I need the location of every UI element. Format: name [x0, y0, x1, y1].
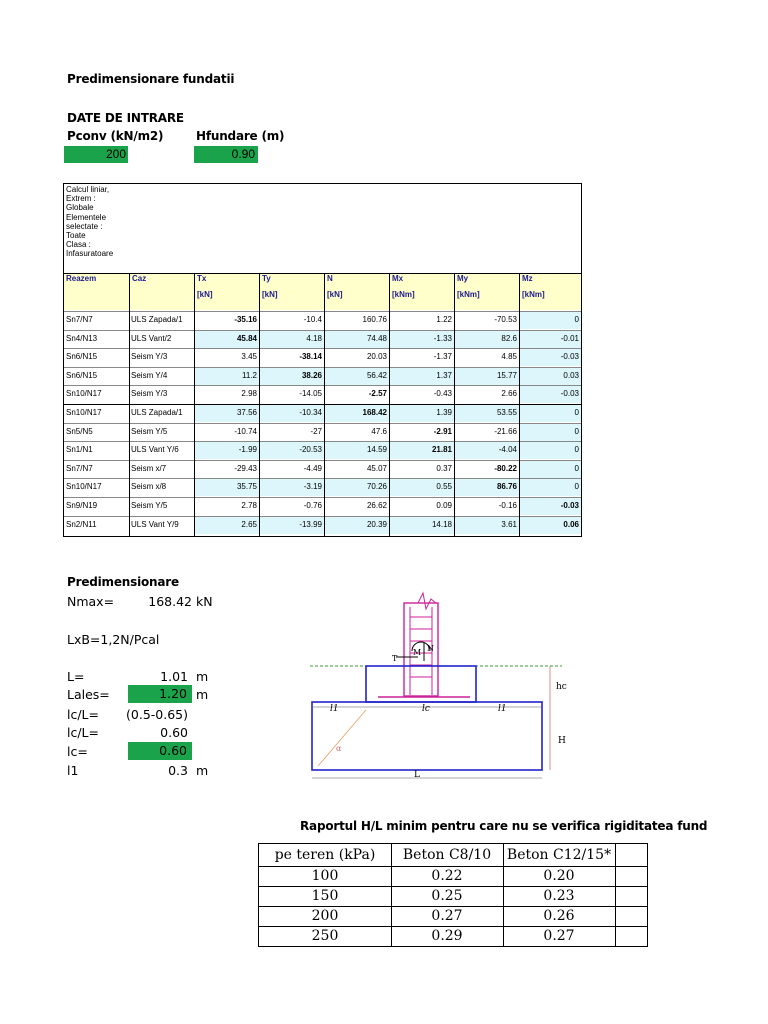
table-cell: -14.05	[299, 389, 322, 399]
table-cell: 0	[519, 460, 581, 478]
table-rule	[64, 330, 581, 331]
table-cell: 15.77	[454, 367, 519, 385]
nmax-value: 168.42	[148, 594, 192, 609]
table-col-rule	[259, 274, 260, 536]
pconv-label: Pconv (kN/m2)	[67, 129, 164, 143]
table-cell: Sn10/N17	[66, 389, 102, 399]
header-unit: [kN]	[327, 290, 343, 299]
table-cell: -0.43	[433, 389, 452, 399]
label-l1-left: l1	[330, 704, 339, 714]
table-col-rule	[129, 274, 130, 536]
table-cell: ULS Zapada/1	[131, 315, 183, 324]
table-col-rule	[389, 274, 390, 536]
note-line: Toate	[66, 231, 86, 241]
table-note	[66, 185, 126, 259]
table-cell: 74.48	[324, 330, 389, 348]
hl-cell: 200	[311, 908, 339, 924]
table-cell: -0.76	[303, 501, 322, 510]
table-cell: Sn6/N15	[66, 370, 98, 380]
table-cell: -29.43	[234, 463, 257, 473]
table-cell: -0.03	[519, 348, 581, 366]
table-cell: Seism Y/5	[131, 501, 168, 510]
table-cell: -1.33	[389, 330, 454, 348]
table-cell: 1.37	[389, 367, 454, 385]
label-l1-right: l1	[498, 704, 507, 714]
table-cell: Sn9/N19	[66, 501, 98, 510]
hl-cell: 0.22	[431, 868, 463, 884]
table-cell: 20.03	[366, 352, 387, 362]
table-cell: -21.66	[494, 426, 517, 436]
header-label: Reazem	[66, 274, 97, 283]
table-cell: -0.03	[519, 385, 581, 403]
table-col-rule	[454, 274, 455, 536]
table-cell: 37.56	[194, 404, 259, 422]
hl-cell: 100	[311, 868, 339, 884]
table-cell: Sn4/N13	[66, 333, 98, 343]
table-cell: -4.49	[303, 463, 322, 473]
table-cell: -0.01	[519, 330, 581, 348]
table-rule	[64, 311, 581, 312]
table-row	[64, 441, 581, 459]
table-cell: -80.22	[494, 463, 517, 473]
table-row	[64, 423, 581, 441]
table-cell: -27	[310, 426, 322, 436]
header-label: Mx	[392, 274, 404, 283]
table-cell: 70.26	[324, 478, 389, 496]
hl-cell: 0.27	[431, 908, 463, 924]
table-cell: 0.37	[436, 463, 452, 473]
table-cell: -0.16	[498, 501, 517, 510]
table-cell: 0	[519, 423, 581, 441]
table-cell: 1.22	[436, 315, 452, 324]
table-cell: Seism Y/5	[131, 426, 168, 436]
label-L: L	[414, 770, 420, 780]
header-unit: [kN]	[197, 290, 213, 299]
table-cell: 47.6	[371, 426, 387, 436]
table-cell: 0	[519, 404, 581, 422]
note-line: Clasa :	[66, 240, 91, 250]
table-cell: Sn1/N1	[66, 445, 93, 455]
table-cell: Seism Y/4	[131, 370, 168, 380]
table-cell: Sn7/N7	[66, 463, 93, 473]
table-cell: -1.37	[433, 352, 452, 362]
table-header-cell	[194, 273, 259, 310]
table-cell: Seism x/8	[131, 482, 167, 492]
note-line: Infasuratoare	[66, 249, 114, 259]
table-cell: -10.74	[234, 426, 257, 436]
table-cell: 0.09	[436, 501, 452, 510]
table-cell: Sn10/N17	[66, 482, 102, 492]
hl-cell: 0.25	[431, 888, 463, 904]
table-cell: ULS Vant/2	[131, 333, 172, 343]
table-cell: Sn5/N5	[66, 426, 93, 436]
hfundare-label: Hfundare (m)	[196, 129, 285, 143]
lcL-label: lc/L=	[67, 707, 99, 722]
table-rule	[64, 516, 581, 517]
table-rule	[64, 497, 581, 498]
table-cell: Sn2/N11	[66, 519, 97, 529]
table-row	[64, 497, 581, 515]
table-rule	[64, 441, 581, 442]
table-cell: 0	[519, 441, 581, 459]
table-cell: 160.76	[362, 315, 387, 324]
label-T: T	[392, 654, 398, 663]
hl-col-divider	[391, 844, 392, 946]
predim-heading: Predimensionare	[67, 575, 179, 589]
table-rule	[64, 348, 581, 349]
table-cell: 4.85	[501, 352, 517, 362]
hl-cell: 0.29	[431, 928, 463, 944]
table-col-rule	[194, 274, 195, 536]
label-N: N	[427, 644, 434, 653]
table-rule	[64, 273, 581, 274]
label-lc: lc	[422, 704, 430, 714]
table-cell: 20.39	[324, 516, 389, 534]
table-header-cell	[259, 273, 324, 310]
table-row	[64, 460, 581, 478]
table-cell: 0.03	[519, 367, 581, 385]
table-row	[64, 478, 581, 496]
table-cell: 0	[519, 311, 581, 329]
table-cell: 26.62	[366, 501, 387, 510]
note-line: Calcul liniar,	[66, 185, 110, 194]
table-row	[64, 404, 581, 422]
header-unit: [kNm]	[522, 290, 545, 299]
table-cell: 14.59	[324, 441, 389, 459]
table-row	[64, 516, 581, 534]
nmax-unit: kN	[196, 594, 213, 609]
hl-cell: 0.26	[543, 908, 575, 924]
table-header-cell	[324, 273, 389, 310]
table-rule	[64, 460, 581, 461]
hl-cell: 150	[311, 888, 339, 904]
header-label: Tx	[197, 274, 207, 283]
Lales-value-cell[interactable]: 1.20	[128, 685, 192, 703]
note-line: Globale	[66, 203, 94, 213]
l1-label: l1	[67, 763, 79, 778]
table-cell: -3.19	[259, 478, 324, 496]
table-cell: -38.14	[299, 352, 322, 362]
header-label: My	[457, 274, 469, 283]
table-cell: Seism x/7	[131, 463, 167, 473]
table-col-rule	[519, 274, 520, 536]
label-alpha: α	[336, 744, 342, 753]
table-header-cell	[389, 273, 454, 310]
table-cell: -4.04	[454, 441, 519, 459]
table-cell: -20.53	[259, 441, 324, 459]
hl-header-cell: pe teren (kPa)	[274, 847, 376, 863]
page-title: Predimensionare fundatii	[67, 72, 235, 86]
note-line: Extrem :	[66, 194, 96, 204]
table-cell: -10.4	[303, 315, 322, 324]
table-cell: -35.16	[234, 315, 257, 324]
table-cell: 14.18	[389, 516, 454, 534]
hl-row-divider	[259, 926, 647, 927]
header-unit: [kN]	[262, 290, 278, 299]
table-cell: 0.06	[519, 516, 581, 534]
table-cell: -1.99	[194, 441, 259, 459]
header-label: Mz	[522, 274, 533, 283]
table-cell: 11.2	[194, 367, 259, 385]
L-unit: m	[196, 669, 209, 684]
table-rule	[64, 478, 581, 479]
table-cell: ULS Vant Y/9	[131, 519, 179, 529]
table-row	[64, 385, 581, 403]
lcL2-value: 0.60	[160, 725, 188, 740]
hl-cell: 0.23	[543, 888, 575, 904]
table-cell: 168.42	[324, 404, 389, 422]
l1-value: 0.3	[168, 763, 188, 778]
table-cell: 4.18	[259, 330, 324, 348]
table-header-cell	[64, 273, 129, 310]
hl-row-divider	[259, 886, 647, 887]
table-rule	[64, 385, 581, 386]
table-cell: 0	[519, 478, 581, 496]
lcL-range: (0.5-0.65)	[126, 707, 188, 722]
lc-label: lc=	[67, 744, 88, 759]
hl-table	[258, 843, 648, 947]
table-rule	[64, 367, 581, 368]
label-M: M	[413, 648, 422, 657]
table-cell: 82.6	[454, 330, 519, 348]
hl-cell: 0.20	[543, 868, 575, 884]
hl-cell: 0.27	[543, 928, 575, 944]
table-cell: -70.53	[494, 315, 517, 324]
table-header-cell	[519, 273, 581, 310]
L-value: 1.01	[160, 669, 188, 684]
table-cell: 2.98	[241, 389, 257, 399]
hl-header-cell: Beton C8/10	[402, 847, 492, 863]
table-cell: Sn10/N17	[66, 408, 102, 417]
table-row	[64, 367, 581, 385]
table-cell: Seism Y/3	[131, 389, 168, 399]
lc-value-cell[interactable]: 0.60	[128, 742, 192, 760]
table-cell: 35.75	[194, 478, 259, 496]
table-cell: -0.03	[519, 497, 581, 515]
table-cell: Seism Y/3	[131, 352, 168, 362]
header-unit: [kNm]	[392, 290, 415, 299]
table-header-cell	[454, 273, 519, 310]
table-cell: 0.55	[389, 478, 454, 496]
hl-col-divider	[503, 844, 504, 946]
formula-text: LxB=1,2N/Pcal	[67, 632, 160, 647]
table-cell: 56.42	[324, 367, 389, 385]
pconv-value-cell[interactable]: 200	[64, 146, 128, 163]
table-cell: ULS Zapada/1	[131, 408, 183, 417]
table-cell: 86.76	[454, 478, 519, 496]
hl-header-cell: Beton C12/15*	[506, 847, 612, 863]
table-cell: 2.78	[241, 501, 257, 510]
break-line	[418, 593, 436, 609]
Lales-unit: m	[196, 687, 209, 702]
table-cell: 45.84	[194, 330, 259, 348]
label-H: H	[558, 736, 566, 746]
header-label: Ty	[262, 274, 271, 283]
table-row	[64, 348, 581, 366]
table-rule	[64, 423, 581, 424]
inputs-heading: DATE DE INTRARE	[67, 111, 184, 125]
hl-cell: 250	[311, 928, 339, 944]
label-hc: hc	[556, 682, 567, 692]
header-unit: [kNm]	[457, 290, 480, 299]
table-cell: 21.81	[389, 441, 454, 459]
table-cell: 53.55	[454, 404, 519, 422]
hl-col-divider	[615, 844, 616, 946]
forces-table	[63, 183, 582, 537]
hfundare-value-cell[interactable]: 0.90	[194, 146, 258, 163]
table-cell: Sn6/N15	[66, 352, 98, 362]
table-cell: -13.99	[259, 516, 324, 534]
table-cell: 38.26	[259, 367, 324, 385]
table-header-cell	[129, 273, 194, 310]
l1-unit: m	[196, 763, 209, 778]
table-cell: Sn7/N7	[66, 315, 93, 324]
pressure-line	[318, 710, 366, 766]
table-cell: -10.34	[259, 404, 324, 422]
hl-row-divider	[259, 866, 647, 867]
table-cell: -2.91	[433, 426, 452, 436]
table-col-rule	[324, 274, 325, 536]
hl-row-divider	[259, 906, 647, 907]
table-cell: 2.65	[194, 516, 259, 534]
table-rule	[64, 404, 581, 405]
foundation-diagram	[300, 585, 570, 785]
note-line: Elementele	[66, 212, 107, 222]
table-cell: 2.66	[501, 389, 517, 399]
table-cell: 1.39	[389, 404, 454, 422]
table-row	[64, 311, 581, 329]
nmax-label: Nmax=	[67, 594, 115, 609]
table-row	[64, 330, 581, 348]
L-label: L=	[67, 669, 85, 684]
hl-caption: Raportul H/L minim pentru care nu se verifica rigiditatea fund	[300, 819, 708, 833]
table-cell: 45.07	[366, 463, 387, 473]
table-cell: ULS Vant Y/6	[131, 445, 179, 455]
note-line: selectate :	[66, 221, 103, 231]
table-cell: 3.45	[241, 352, 257, 362]
table-cell: 3.61	[454, 516, 519, 534]
table-cell: -2.57	[368, 389, 387, 399]
lcL2-label: lc/L=	[67, 725, 99, 740]
header-label: N	[327, 274, 333, 283]
header-label: Caz	[132, 274, 147, 283]
Lales-label: Lales=	[67, 687, 110, 702]
